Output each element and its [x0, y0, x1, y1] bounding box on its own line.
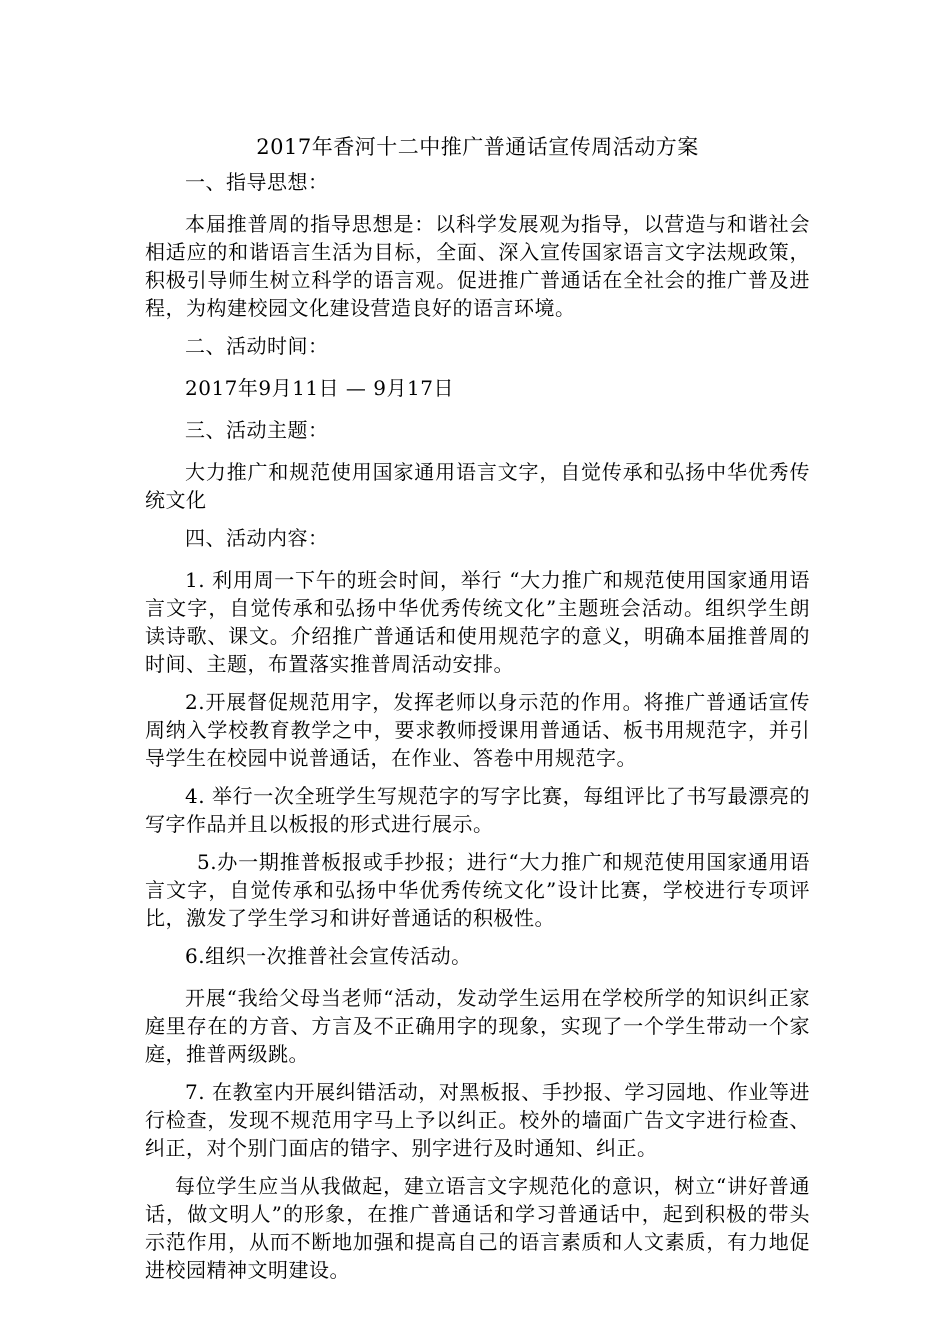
section-heading-activity-content: 四、活动内容：	[185, 526, 329, 550]
paragraph-conclusion: 每位学生应当从我做起，建立语言文字规范化的意识，树立“讲好普通话，做文明人”的形象，在推广普通话和学习普通话中，起到积极的带头示范作用，从而不断地加强和提高自己的语言素质和人文素质，有力地促进校园精神文明建设。	[145, 1174, 810, 1282]
activity-date-range: 2017年9月11日 — 9月17日	[185, 376, 454, 400]
section-heading-guiding-ideology: 一、指导思想：	[185, 170, 329, 194]
paragraph-item-5: 5.办一期推普板报或手抄报；进行“大力推广和规范使用国家通用语言文字，自觉传承和弘扬中华优秀传统文化”设计比赛，学校进行专项评比，激发了学生学习和讲好普通话的积极性。	[145, 850, 810, 930]
paragraph-guiding-ideology: 本届推普周的指导思想是：以科学发展观为指导，以营造与和谐社会相适应的和谐语言生活为目标，全面、深入宣传国家语言文字法规政策，积极引导师生树立科学的语言观。促进推广普通话在全社会的推广普及进程，为构建校园文化建设营造良好的语言环境。	[145, 212, 810, 320]
section-heading-activity-theme: 三、活动主题：	[185, 418, 329, 442]
document-content	[145, 130, 810, 1291]
document-title: 2017年香河十二中推广普通话宣传周活动方案	[256, 135, 699, 159]
paragraph-item-2: 2.开展督促规范用字，发挥老师以身示范的作用。将推广普通话宣传周纳入学校教育教学之中，要求教师授课用普通话、板书用规范字，并引导学生在校园中说普通话，在作业、答卷中用规范字。	[145, 690, 810, 770]
paragraph-item-4: 4. 举行一次全班学生写规范字的写字比赛，每组评比了书写最漂亮的写字作品并且以板报的形式进行展示。	[145, 784, 810, 836]
paragraph-item-6: 6.组织一次推普社会宣传活动。	[185, 944, 472, 968]
section-heading-activity-time: 二、活动时间：	[185, 334, 329, 358]
paragraph-item-7: 7. 在教室内开展纠错活动，对黑板报、手抄报、学习园地、作业等进行检查，发现不规范用字马上予以纠正。校外的墙面广告文字进行检查、纠正，对个别门面店的错字、别字进行及时通知、纠正。	[145, 1080, 810, 1160]
paragraph-item-6-detail: 开展“我给父母当老师“活动，发动学生运用在学校所学的知识纠正家庭里存在的方音、方言及不正确用字的现象，实现了一个学生带动一个家庭，推普两级跳。	[145, 986, 810, 1066]
paragraph-item-1: 1. 利用周一下午的班会时间，举行 “大力推广和规范使用国家通用语言文字，自觉传承和弘扬中华优秀传统文化”主题班会活动。组织学生朗读诗歌、课文。介绍推广普通话和使用规范字的意义，明确本届推普周的时间、主题，布置落实推普周活动安排。	[145, 568, 810, 676]
paragraph-activity-theme: 大力推广和规范使用国家通用语言文字，自觉传承和弘扬中华优秀传统文化	[145, 460, 810, 512]
